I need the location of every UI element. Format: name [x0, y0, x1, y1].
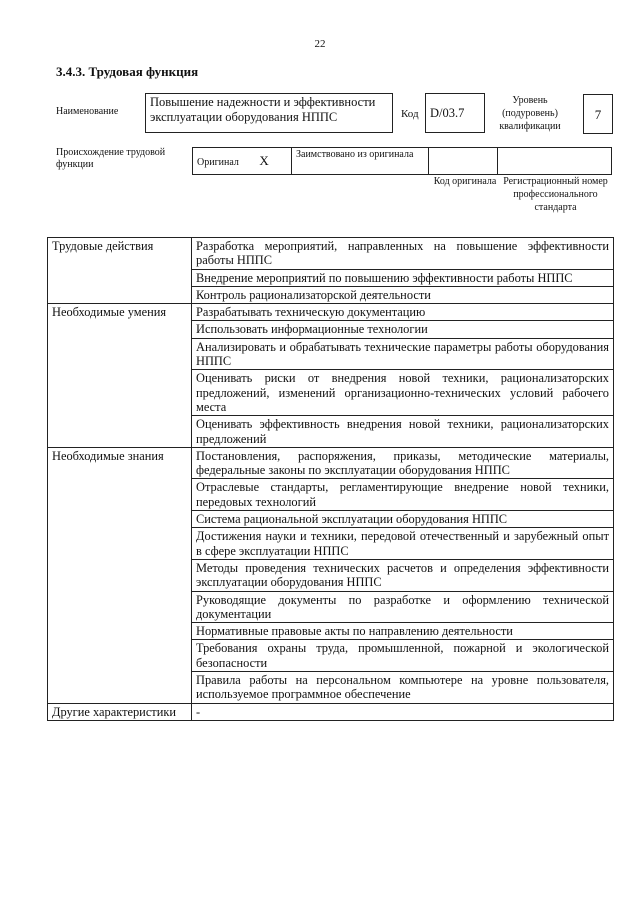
reg-number-cell [498, 148, 612, 175]
level-value: 7 [583, 94, 613, 134]
table-row [48, 447, 614, 479]
item-cell: Оценивать эффективность внедрения новой техники, рационализаторских предложений [192, 416, 614, 448]
item-cell: Методы проведения технических расчетов и определения эффективности эксплуатации оборудования НППС [192, 559, 614, 591]
item-cell: Нормативные правовые акты по направлению деятельности [192, 623, 614, 640]
item-cell: Правила работы на персональном компьютере на уровне пользователя, используемое программное обеспечение [192, 672, 614, 704]
item-cell: - [192, 703, 614, 720]
code-original-cell [429, 148, 498, 175]
reg-number-label: Регистрационный номер профессионального стандарта [503, 176, 608, 213]
item-cell: Оценивать риски от внедрения новой техники, рационализаторских предложений, изменений организационно-технических условий рабочего места [192, 370, 614, 416]
origin-table [192, 147, 612, 175]
item-cell: Требования охраны труда, промышленной, пожарной и экологической безопасности [192, 640, 614, 672]
item-cell: Использовать информационные технологии [192, 321, 614, 338]
original-mark: X [259, 152, 269, 168]
category-cell: Трудовые действия [48, 238, 192, 304]
origin-label: Происхождение трудовой функции [56, 147, 166, 170]
item-cell: Система рациональной эксплуатации оборудования НППС [192, 511, 614, 528]
item-cell: Достижения науки и техники, передовой отечественный и зарубежный опыт в сфере эксплуатации НППС [192, 528, 614, 560]
name-label: Наименование [56, 106, 119, 117]
item-cell: Разрабатывать техническую документацию [192, 304, 614, 321]
table-row [48, 238, 614, 270]
item-cell: Руководящие документы по разработке и оформлению технической документации [192, 591, 614, 623]
item-cell: Разработка мероприятий, направленных на повышение эффективности работы НППС [192, 238, 614, 270]
code-label: Код [401, 108, 419, 120]
category-cell: Другие характеристики [48, 703, 192, 720]
function-table [47, 237, 614, 721]
name-value: Повышение надежности и эффективности эксплуатации оборудования НППС [145, 93, 393, 133]
section-title: 3.4.3. Трудовая функция [56, 64, 199, 79]
item-cell: Отраслевые стандарты, регламентирующие внедрение новой техники, передовых технологий [192, 479, 614, 511]
item-cell: Постановления, распоряжения, приказы, методические материалы, федеральные законы по эксплуатации оборудования НППС [192, 447, 614, 479]
category-cell: Необходимые знания [48, 447, 192, 703]
code-original-label: Код оригинала [433, 176, 497, 187]
item-cell: Внедрение мероприятий по повышению эффективности работы НППС [192, 269, 614, 286]
category-cell: Необходимые умения [48, 304, 192, 448]
table-row [48, 304, 614, 321]
original-cell [193, 148, 292, 175]
borrowed-label: Заимствовано из оригинала [292, 148, 429, 175]
original-label: Оригинал [197, 156, 239, 168]
level-label: Уровень (подуровень) квалификации [499, 95, 561, 132]
item-cell: Анализировать и обрабатывать технические параметры работы оборудования НППС [192, 338, 614, 370]
table-row [48, 703, 614, 720]
item-cell: Контроль рационализаторской деятельности [192, 286, 614, 303]
code-value: D/03.7 [425, 93, 485, 133]
page-number: 22 [314, 38, 326, 50]
